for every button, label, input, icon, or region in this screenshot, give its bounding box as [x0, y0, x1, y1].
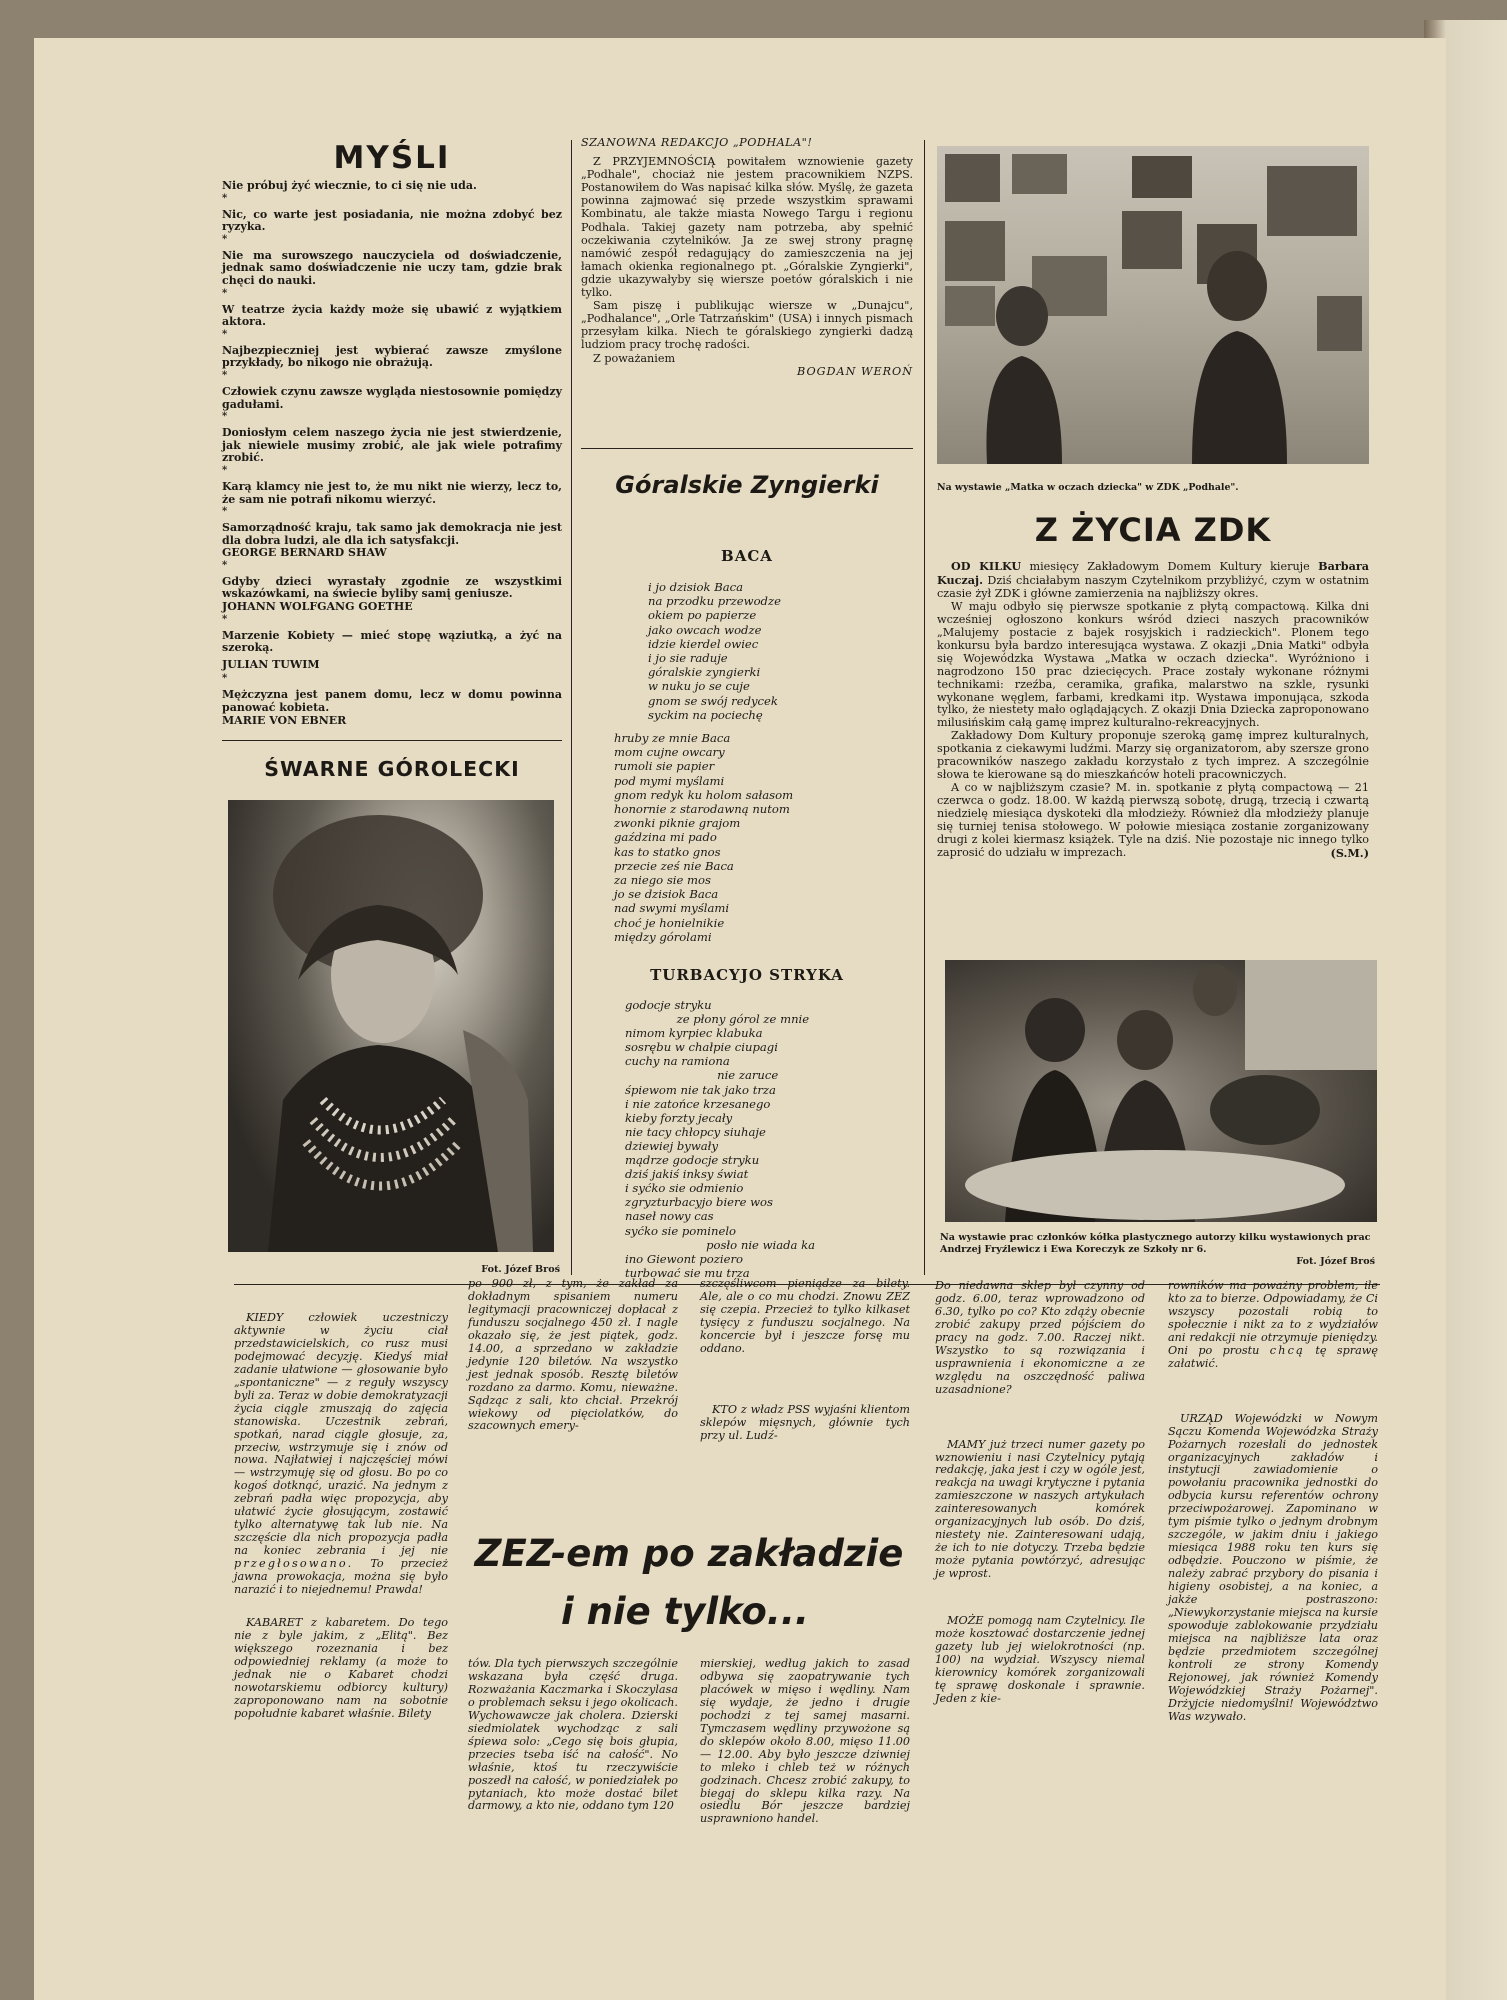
zez-text: rowników ma poważny problem, ile kto za to bierze. Odpowiadamy, że Ci wszyscy pozostali robią to społecznie i nikt za to z wydziałów ani redakcji nie otrzymuje pieniędzy. Oni po prostu	[1168, 1279, 1378, 1357]
quote: Nie próbuj żyć wiecznie, to ci się nie uda.	[222, 179, 477, 192]
photo-credit: Fot. Józef Broś	[1296, 1256, 1375, 1267]
star-separator: *	[222, 192, 228, 204]
zez-paragraph: KTO z władz PSS wyjaśni klientom sklepów mięsnych, głównie tych przy ul. Ludź-	[700, 1402, 910, 1442]
zez-paragraph: Do niedawna sklep był czynny od godz. 6.00, teraz wprowadzono od 6.30, tylko po co? Kto zdąży obecnie zrobić zakupy przed pójściem do pracy na godz. 7.00. Raczej nikt. Wszystko to są rozwiązania i usprawnienia i ekonomiczne a ze względu na oszczędność paliwa uzasadnione?	[935, 1279, 1145, 1396]
quote: Doniosłym celem naszego życia nie jest stwierdzenie, jak niewiele musimy zrobić, ale jak wiele potrafimy zrobić.	[222, 426, 562, 465]
photo-caption: Na wystawie prac członków kółka plastycznego autorzy kilku wystawionych prac Andrzej Fryźlewicz i Ewa Koreczyk ze Szkoły nr 6.	[940, 1232, 1371, 1255]
goralskie-title: Góralskie Zyngierki	[615, 471, 879, 499]
baca-poem-continued: hruby ze mnie Baca mom cujne owcary rumoli sie papier pod mymi myślami gnom redyk ku holom sałasom honornie z starodawną nutom zwonki piknie grajom gaździna mi pado kas to statko gnos przecie ześ nie Baca za niego sie mos jo se dzisiok Baca nad swymi myślami choć je honielnikie między górolami	[614, 731, 794, 944]
zez-column-2-continued	[468, 1658, 678, 1813]
star-separator: *	[222, 613, 228, 625]
quote: Najbezpieczniej jest wybierać zawsze zmyślone przykłady, bo nikogo nie obrażują.	[222, 343, 562, 370]
art-club-illustration	[945, 960, 1377, 1222]
quote-author: JULIAN TUWIM	[222, 657, 320, 671]
zez-spaced-text: chcą	[1269, 1343, 1305, 1357]
zdk-text: Dziś chciałabym naszym Czytelnikom przybliżyć, czym w ostatnim czasie żył ZDK i główne zamierzenia na najbliższy okres.	[937, 573, 1369, 600]
zdk-paragraph: W maju odbyło się pierwsze spotkanie z płytą compactową. Kilka dni wcześniej ogłoszono konkurs wśród dzieci naszych pracowników „Malujemy postacie z bajek rosyjskich i radzieckich". Plonem tego konkursu była bardzo interesująca wystawa. Z okazji „Dnia Matki" odbyła się Wojewódzka Wystawa „Matka w oczach dziecka". Wyróżniono i nagrodzono 150 prac dziecięcych. Prace zostały wykonane różnymi technikami: rzeźba, ceramika, grafika, malarstwo na szkle, rysunki wykonane węglem, farbami, kredkami itp. Wystawa imponująca, szkoda tylko, że niestety mało oglądających. Z okazji Dnia Dziecka zaproponowano milusińskim całą gamę imprez kulturalno-rekreacyjnych.	[937, 599, 1369, 730]
star-separator: *	[222, 506, 228, 518]
column-rule	[924, 140, 925, 1275]
zez-headline-line1: ZEZ-em po zakładzie	[474, 1532, 904, 1575]
zez-column-3	[700, 1278, 910, 1443]
swarne-title: ŚWARNE GÓROLECKI	[264, 757, 520, 781]
zez-paragraph	[234, 1312, 448, 1597]
zdk-name: Barbara Kuczaj.	[937, 559, 1369, 587]
star-separator: *	[222, 369, 228, 381]
letter-signature: BOGDAN WEROŃ	[797, 364, 913, 378]
quote: Gdyby dzieci wyrastały zgodnie ze wszystkimi wskazówkami, na świecie byliby samį geniusze.	[222, 574, 562, 601]
zez-paragraph: po 900 zł, z tym, że zakład za dokładnym spisaniem numeru legitymacji pracowniczej dopłacał z funduszu socjalnego 450 zł. I nagle okazało się, że jest piątek, godz. 14.00, a sprzedano w zakładzie jedynie 120 biletów. Na wszystko jest jednak sposób. Resztę biletów rozdano za darmo. Komu, nieważne. Sądząc z sali, kto chciał. Przekrój wiekowy od pięciolatków, do szacownych emery-	[468, 1277, 678, 1433]
turbacyjo-title: TURBACYJO STRYKA	[650, 966, 844, 984]
turbacyjo-poem: godocje stryku ze płony górol ze mnie nimom kyrpiec klabuka sosrębu w chałpie ciupagi cuchy na ramiona nie zaruce śpiewom nie tak jako trza i nie zatońce krzesanego kieby forzty jecały nie tacy chłopcy siuhaje dziewiej bywały mądrze godocje stryku dziś jakiś inksy świat i syćko sie odmienio zgryzturbacyjo biere wos naseł nowy cas syćko sie pominelo posło nie wiada ka ino Giewont poziero turbować sie mu trza	[625, 998, 816, 1280]
star-separator: *	[222, 464, 228, 476]
letter-section	[581, 136, 913, 378]
zez-column-1	[234, 1312, 448, 1721]
zdk-paragraph: Zakładowy Dom Kultury proponuje szeroką gamę imprez kulturalnych, spotkania z ciekawymi ludźmi. Marzy się organizatorom, aby szersze grono pracowników naszego zakładu korzystało z tych imprez. A szczególnie słowa te kierowane są do mieszkańców hoteli pracowniczych.	[937, 729, 1369, 782]
star-separator: *	[222, 559, 228, 571]
zez-column-2	[468, 1278, 678, 1433]
zez-paragraph: szczęśliwcom pieniądze za bilety. Ale, ale o co mu chodzi. Znowu ZEZ się czepia. Przecież to tylko kilkaset tysięcy z funduszu socjalnego. Na koncercie był i jeszcze forsę mu oddano.	[700, 1277, 910, 1355]
quote: Samorządność kraju, tak samo jak demokracja nie jest dla dobra ludzi, ale dla ich satysfakcji.	[222, 521, 562, 547]
zez-spaced-text: przegłosowano.	[234, 1557, 354, 1571]
quote: Człowiek czynu zawsze wygląda niestosownie pomiędzy gadułami.	[222, 384, 562, 411]
quote-author: MARIE VON EBNER	[222, 713, 347, 727]
mysli-title: MYŚLI	[333, 140, 451, 176]
photo-credit: Fot. Józef Broś	[481, 1264, 560, 1275]
zdk-signature: (S.M.)	[1330, 845, 1369, 860]
star-separator: *	[222, 328, 228, 340]
letter-salutation: SZANOWNA REDAKCJO „PODHALA"!	[581, 136, 813, 149]
zez-headline-line2: i nie tylko...	[561, 1590, 809, 1633]
zez-column-3-continued	[700, 1658, 910, 1826]
star-separator: *	[222, 287, 228, 299]
baca-title: BACA	[721, 547, 773, 565]
art-club-photo	[945, 960, 1377, 1222]
zez-paragraph: URZĄD Wojewódzki w Nowym Sączu Komenda Wojewódzka Straży Pożarnych rozesłali do jednostek organizacyjnych zakładów i instytucji zawiadomienie o powołaniu pracownika jednostki do odbycia kursu referentów ochrony przeciwpożarowej. Zapominano w tym piśmie tylko o jednym drobnym szczególe, w jakim dniu i jakiego miesiąca 1988 roku ten kurs się odbędzie. Pouczono w piśmie, że należy zabrać przybory do pisania i higieny osobistej, a na koniec, a jakże postraszono: „Niewykorzystanie miejsca na kursie spowoduje zablokowanie przydziału miejsca na najbliższe lata oraz będzie przedmiotem szczególnej kontroli ze strony Komendy Rejonowej, jak również Komendy Wojewódzkiej Straży Pożarnej". Drżyjcie niedomyślni! Województwo Was wzywało.	[1168, 1411, 1378, 1723]
mysli-section	[222, 140, 562, 727]
section-divider	[222, 740, 562, 741]
star-separator: *	[222, 233, 228, 245]
zez-paragraph	[1168, 1280, 1378, 1371]
zez-paragraph: mierskiej, według jakich to zasad odbywa się zaopatrywanie tych placówek w mięso i wędliny. Nam się wydaje, że jedno i drugie pochodzi z tej samej masarni. Tymczasem wędliny przywożone są do sklepów około 8.00, mięso 11.00 — 12.00. Aby było jeszcze dziwniej to mleko i chleb też w różnych godzinach. Chcesz zrobić zakupy, to biegaj do sklepu kilka razy. Na osiedlu Bór jeszcze bardziej usprawniono handel.	[700, 1657, 910, 1826]
letter-paragraph: Z PRZYJEMNOŚCIĄ powitałem wznowienie gazety „Podhale", chociaż nie jestem pracownikiem NZPS. Postanowiłem do Was napisać kilka słów. Myślę, że gazeta powinna zajmować się przede wszystkim sprawami Kombinatu, ale także miasta Nowego Targu i regionu Podhala. Takiej gazety nam potrzeba, aby spełnić oczekiwania czytelników. Ja ze swej strony pragnę namówić zespół redagujący do zamieszczenia na jej łamach okienka regionalnego pt. „Góralskie Zyngierki", gdzie ukazywałyby się wiersze poetów góralskich i nie tylko.	[581, 155, 913, 300]
zdk-text: miesięcy Zakładowym Domem Kultury kieruje	[1029, 560, 1310, 573]
zez-paragraph: MAMY już trzeci numer gazety po wznowieniu i nasi Czytelnicy pytają redakcję, jaka jest i czy w ogóle jest, reakcja na uwagi krytyczne i pytania zamieszczone w naszych artykułach zainteresowanych komórek organizacyjnych lub osób. Do dziś, niestety nie. Zainteresowani udają, że ich to nie dotyczy. Trzeba będzie może pytania powtórzyć, adresując je wprost.	[935, 1437, 1145, 1581]
mysli-quotes	[222, 180, 562, 727]
quote-author: JOHANN WOLFGANG GOETHE	[222, 600, 413, 614]
letter-closing: Z poważaniem	[593, 351, 676, 365]
zdk-title: Z ŻYCIA ZDK	[1034, 511, 1272, 549]
quote: Mężczyzna jest panem domu, lecz w domu powinna panować kobieta.	[222, 688, 562, 715]
section-divider	[581, 448, 913, 449]
quote: Nic, co warte jest posiadania, nie można zdobyć bez ryzyka.	[222, 207, 562, 234]
star-separator: *	[222, 411, 228, 423]
photo-caption: Na wystawie „Matka w oczach dziecka" w ZDK „Podhale".	[937, 482, 1239, 493]
portrait-illustration	[228, 800, 554, 1252]
quote: Marzenie Kobiety — mieć stopę wąziutką, a żyć na szeroką.	[222, 628, 562, 655]
quote-author: GEORGE BERNARD SHAW	[222, 546, 387, 560]
baca-poem: i jo dzisiok Baca na przodku przewodze okiem po papierze jako owcach wodze idzie kierdel owiec i jo sie raduje góralskie zyngierki w nuku jo se cuje gnom se swój redycek syckim na pociechę	[648, 580, 781, 722]
zdk-paragraph	[937, 560, 1369, 601]
zez-column-5	[1168, 1280, 1378, 1724]
column-rule	[571, 140, 572, 1275]
zez-paragraph: KABARET z kabaretem. Do tego nie z byle jakim, z „Elitą". Bez większego rozeznania i bez odpowiedniej reklamy (a może to jednak nie o Kabaret chodzi nowotarskiemu odbiorcy kultury) zaproponowano nam na sobotnie popołudnie kabaret właśnie. Bilety	[234, 1615, 448, 1720]
zdk-paragraph: A co w najbliższym czasie? M. in. spotkanie z płytą compactową — 21 czerwca o godz. 18.00. W każdą pierwszą sobotę, drugą, trzecią i czwartą niedzielę miesiąca dyskoteki dla młodzieży. Również dla młodzieży planuje się turniej tenisa stołowego. W połowie miesiąca zostanie zorganizowany drugi z kolei kiermasz książek. Tyle na dziś. Nie pozostaje nic innego tylko zaprosić do udziału w imprezach.	[937, 781, 1369, 859]
zez-text: To przecież jawna prowokacja, można się było narazić i to niejednemu! Prawda!	[234, 1557, 448, 1597]
quote: Karą klamcy nie jest to, że mu nikt nie wierzy, lecz to, że sam nie potrafi nikomu wierzyć.	[222, 479, 562, 506]
zdk-article	[937, 560, 1369, 860]
portrait-photo	[228, 800, 554, 1252]
zez-text: KIEDY człowiek uczestniczy aktywnie w życiu ciał przedstawicielskich, co rusz musi podejmować decyzję. Kiedyś miał zadanie ułatwione — głosowanie było „spontaniczne" — z reguły wszyscy byli za. Teraz w dobie demokratyzacji życia ciągle zmuszają do zajęcia stanowiska. Uczestnik zebrań, spotkań, narad ciągle głosuje, za, przeciw, wstrzymuje się i znów od nowa. Najłatwiej i najczęściej mówi — wstrzymuję się od głosu. Bo po co kogoś dotknąć, urazić. Na jednym z zebrań padła więc propozycja, aby ułatwić życie głosującym, zostawić tylko alternatywę tak lub nie. Na szczęście dla nich propozycja padła na koniec zebrania i jej nie	[234, 1311, 448, 1558]
quote: Nie ma surowszego nauczyciela od doświadczenie, jednak samo doświadczenie nie uczy tam, gdzie brak chęci do nauki.	[222, 248, 562, 287]
exhibition-illustration	[937, 146, 1369, 464]
zez-paragraph: tów. Dla tych pierwszych szczególnie wskazana była część druga. Rozważania Kaczmarka i Skoczylasa o problemach seksu i jego okolicach. Wychowawcze jak cholera. Dzierski siedmiolatek wychodząc z sali śpiewa solo: „Cego się bois głupia, przecies tseba iść na całość". No właśnie, ktoś tu rzeczywiście poszedł na całość, w poniedziałek po pytaniach, kto może dostać bilet darmowy, a kto nie, oddano tym 120	[468, 1657, 678, 1813]
zez-column-4	[935, 1280, 1145, 1706]
zez-text: tę sprawę załatwić.	[1168, 1343, 1379, 1370]
star-separator: *	[222, 673, 228, 685]
zdk-lead: OD KILKU	[951, 559, 1022, 573]
letter-paragraph: Sam piszę i publikując wiersze w „Dunajcu", „Podhalance", „Orle Tatrzańskim" (USA) i innych pismach przesyłam kilka. Niech te góralskiego zyngierki dadzą ludziom pracy trochę radości.	[581, 299, 913, 352]
quote: W teatrze życia każdy może się ubawić z wyjątkiem aktora.	[222, 302, 562, 329]
zez-paragraph: MOŻE pomogą nam Czytelnicy. Ile może kosztować dostarczenie jednej gazety lub jej wielokrotności (np. 100) na wydział. Wszyscy niemal kierownicy komórek zorganizowali tę sprawę doskonale i sprawnie. Jeden z kie-	[935, 1614, 1145, 1705]
exhibition-photo	[937, 146, 1369, 464]
